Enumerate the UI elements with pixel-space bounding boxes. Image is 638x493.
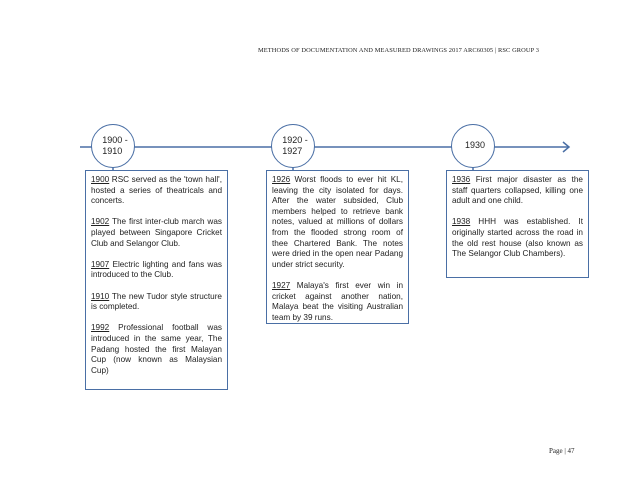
timeline-box-1900-1910 <box>85 170 228 390</box>
timeline-box-1930 <box>446 170 589 278</box>
entry-year: 1938 <box>452 217 471 227</box>
timeline-entry <box>91 323 222 376</box>
entry-year: 1910 <box>91 291 110 301</box>
timeline-entry <box>272 175 403 270</box>
entry-text: Electric lighting and fans was introduced to the Club. <box>91 259 222 280</box>
timeline-entry <box>452 217 583 259</box>
entry-text: RSC served as the 'town hall', hosted a series of theatricals and concerts. <box>91 175 222 206</box>
entry-year: 1936 <box>452 175 471 184</box>
entry-text: First major disaster as the staff quarters collapsed, killing one adult and one child. <box>452 175 583 206</box>
entry-year: 1900 <box>91 175 110 184</box>
entry-year: 1927 <box>272 280 291 290</box>
timeline-entry <box>91 260 222 281</box>
marker-label: 1930 <box>464 140 486 151</box>
document-header: METHODS OF DOCUMENTATION AND MEASURED DRAWINGS 2017 ARC60305 | RSC GROUP 3 <box>258 47 539 54</box>
timeline-box-1920-1927 <box>266 170 409 324</box>
marker-label: 1920 - 1927 <box>282 134 308 156</box>
timeline-entry <box>91 175 222 207</box>
entry-text: Professional football was introduced in the same year, The Padang hosted the first Malayan Cup (now known as Malaysian Cup) <box>91 323 222 375</box>
entry-year: 1902 <box>91 217 110 227</box>
entry-year: 1926 <box>272 175 291 184</box>
entry-year: 1992 <box>91 323 110 333</box>
timeline-entry <box>91 292 222 313</box>
timeline-entry <box>91 217 222 249</box>
marker-label: 1900 - 1910 <box>102 134 128 156</box>
timeline-marker-1900-1910 <box>91 124 135 168</box>
entry-text: Worst floods to ever hit KL, leaving the city isolated for days. After the water subsided, Club members helped to retrieve bank notes, valued at millions of dollars from the flooded strong room of thee Chartered Bank. The notes were dried in the open near Padang under strict security. <box>272 175 403 269</box>
page-number: Page | 47 <box>549 447 575 455</box>
timeline-marker-1930 <box>451 124 495 168</box>
entry-text: The first inter-club march was played between Singapore Cricket Club and Selangor Club. <box>91 217 222 248</box>
timeline-arrow-head <box>563 142 569 152</box>
entry-text: The new Tudor style structure is completed. <box>91 291 222 312</box>
timeline-marker-1920-1927 <box>271 124 315 168</box>
entry-year: 1907 <box>91 259 110 269</box>
timeline-entry <box>452 175 583 207</box>
entry-text: HHH was established. It originally started across the road in the old rest house (also known as The Selangor Club Chambers). <box>452 217 583 259</box>
entry-text: Malaya's first ever win in cricket against another nation, Malaya beat the visiting Australian team by 39 runs. <box>272 280 403 322</box>
timeline-entry <box>272 281 403 323</box>
